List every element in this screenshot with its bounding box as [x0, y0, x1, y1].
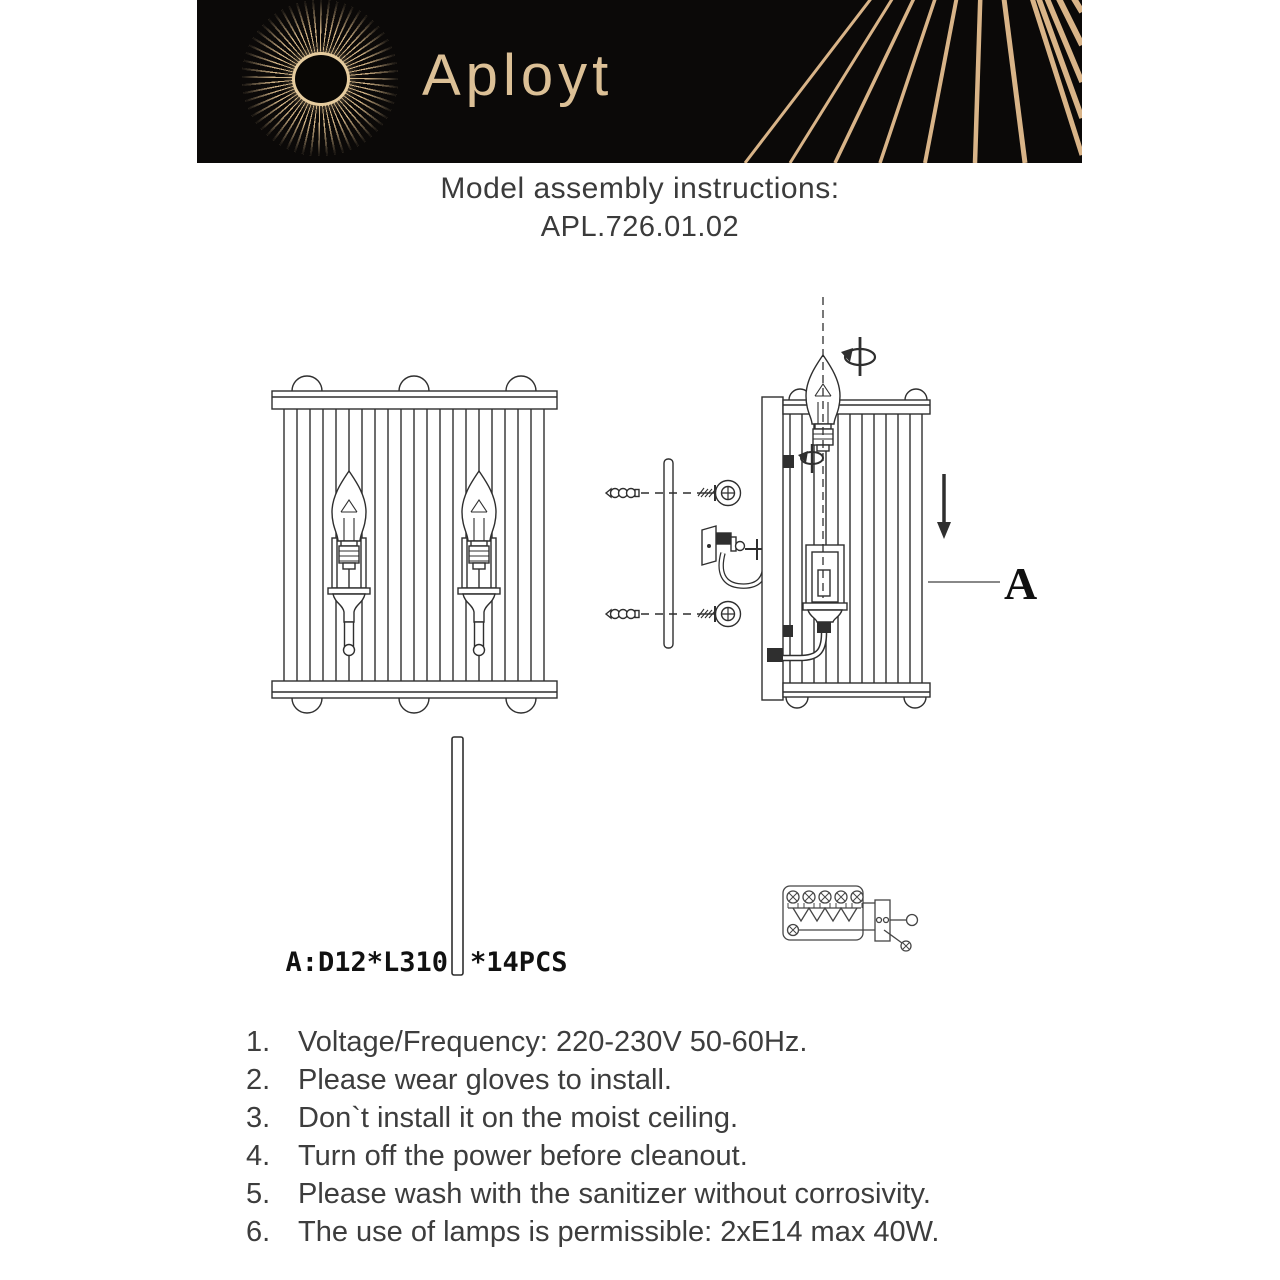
rotate-symbol-top — [841, 337, 875, 376]
part-qty-label: *14PCS — [470, 947, 568, 978]
terminal-block-diagram — [783, 886, 918, 951]
title-block — [0, 172, 1280, 244]
list-item — [246, 1140, 1106, 1178]
down-arrow-icon — [937, 474, 951, 539]
page-title: Model assembly instructions: — [440, 172, 840, 205]
item-text: The use of lamps is permissible: 2xE14 max 40W. — [298, 1216, 940, 1248]
item-text: Please wear gloves to install. — [298, 1064, 672, 1096]
item-number: 3. — [246, 1102, 271, 1134]
side-view-drawing — [762, 297, 1000, 708]
list-item — [246, 1102, 1106, 1140]
candle-left — [328, 471, 370, 656]
list-item — [246, 1064, 1106, 1102]
item-number: 2. — [246, 1064, 271, 1096]
glass-rod-part — [452, 737, 463, 975]
assembly-diagram — [230, 280, 1070, 1010]
mounting-hardware — [606, 459, 783, 648]
item-text: Please wash with the sanitizer without corrosivity. — [298, 1178, 931, 1210]
item-number: 6. — [246, 1216, 271, 1248]
item-number: 4. — [246, 1140, 271, 1172]
list-item — [246, 1026, 1106, 1064]
decorative-rays-icon — [682, 0, 1082, 163]
item-text: Don`t install it on the moist ceiling. — [298, 1102, 739, 1134]
list-item — [246, 1178, 1106, 1216]
detail-a-label: A — [1004, 558, 1038, 609]
part-size-label: A:D12*L310 — [285, 947, 448, 978]
sunburst-core — [292, 52, 350, 106]
list-item — [246, 1216, 1106, 1254]
brand-banner — [197, 0, 1082, 163]
item-text: Voltage/Frequency: 220-230V 50-60Hz. — [298, 1026, 808, 1058]
candle-right — [458, 471, 500, 656]
item-number: 1. — [246, 1026, 271, 1058]
brand-name: Aployt — [422, 43, 614, 108]
sunburst-logo-icon — [242, 0, 398, 156]
model-number: APL.726.01.02 — [540, 211, 740, 243]
front-view-drawing — [272, 376, 557, 713]
item-text: Turn off the power before cleanout. — [298, 1140, 748, 1172]
item-number: 5. — [246, 1178, 271, 1210]
instruction-list — [246, 1026, 1106, 1254]
